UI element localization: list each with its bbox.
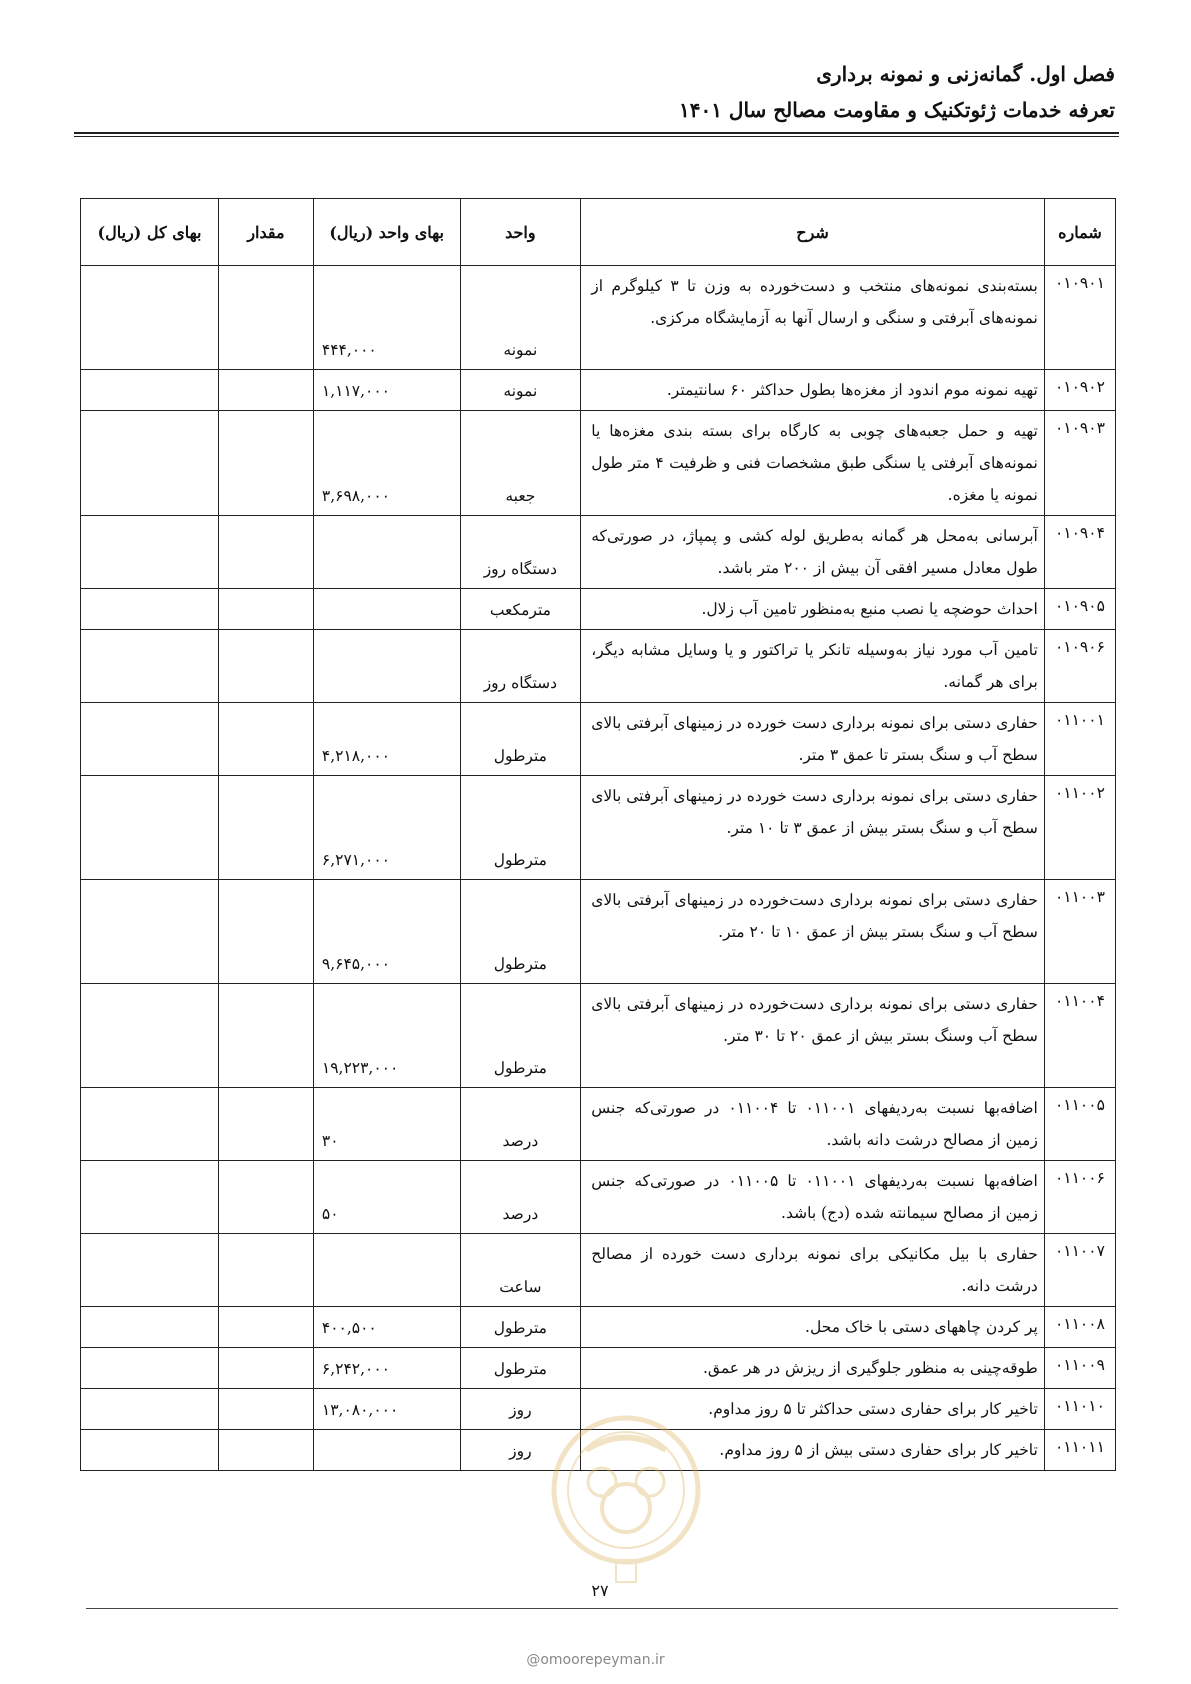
footer-rule <box>86 1608 1118 1609</box>
item-quantity <box>219 880 314 984</box>
item-total-price <box>81 703 219 776</box>
item-unit: روز <box>460 1389 581 1430</box>
page-number: ۲۷ <box>591 1581 609 1600</box>
item-unit: مترطول <box>460 880 581 984</box>
item-description: پر کردن چاههای دستی با خاک محل. <box>581 1307 1045 1348</box>
item-unit-price: ۳,۶۹۸,۰۰۰ <box>313 411 460 516</box>
table-row <box>81 1088 1116 1161</box>
item-quantity <box>219 589 314 630</box>
page-header <box>679 58 1115 126</box>
item-description: تهیه نمونه موم اندود از مغزه‌ها بطول حداکثر ۶۰ سانتیمتر. <box>581 370 1045 411</box>
item-description: تامین آب مورد نیاز به‌وسیله تانکر یا تراکتور و یا وسایل مشابه دیگر، برای هر گمانه. <box>581 630 1045 703</box>
table-row <box>81 589 1116 630</box>
item-unit-price: ۳۰ <box>313 1088 460 1161</box>
item-number: ۰۱۰۹۰۶ <box>1044 630 1115 703</box>
tariff-table <box>80 198 1116 1471</box>
item-quantity <box>219 1161 314 1234</box>
item-unit-price: ۶,۲۴۲,۰۰۰ <box>313 1348 460 1389</box>
chapter-title: فصل اول. گمانه‌زنی و نمونه برداری <box>816 62 1115 86</box>
item-quantity <box>219 703 314 776</box>
header-number: شماره <box>1044 199 1115 266</box>
table-row <box>81 1234 1116 1307</box>
item-total-price <box>81 630 219 703</box>
table-row <box>81 370 1116 411</box>
item-number: ۰۱۱۰۰۵ <box>1044 1088 1115 1161</box>
item-quantity <box>219 1389 314 1430</box>
item-description: اضافه‌بها نسبت به‌ردیفهای ۰۱۱۰۰۱ تا ۰۱۱۰۰۵ در صورتی‌که جنس زمین از مصالح سیمانته شده (دج) باشد. <box>581 1161 1045 1234</box>
header-description: شرح <box>581 199 1045 266</box>
item-unit: مترطول <box>460 1307 581 1348</box>
item-unit: ساعت <box>460 1234 581 1307</box>
item-unit-price <box>313 589 460 630</box>
item-description: تهیه و حمل جعبه‌های چوبی به کارگاه برای بسته بندی مغزه‌ها یا نمونه‌های آبرفتی یا سنگی طبق مشخصات فنی و ظرفیت ۴ متر طول نمونه یا مغزه. <box>581 411 1045 516</box>
item-total-price <box>81 1430 219 1471</box>
item-quantity <box>219 370 314 411</box>
item-unit: دستگاه روز <box>460 630 581 703</box>
table-row <box>81 1307 1116 1348</box>
item-total-price <box>81 516 219 589</box>
item-quantity <box>219 776 314 880</box>
header-total-price: بهای کل (ریال) <box>81 199 219 266</box>
table-row <box>81 776 1116 880</box>
item-total-price <box>81 880 219 984</box>
item-number: ۰۱۰۹۰۱ <box>1044 266 1115 370</box>
item-quantity <box>219 1430 314 1471</box>
item-unit-price: ۹,۶۴۵,۰۰۰ <box>313 880 460 984</box>
item-unit-price: ۶,۲۷۱,۰۰۰ <box>313 776 460 880</box>
header-unit-price: بهای واحد (ریال) <box>313 199 460 266</box>
item-description: حفاری با بیل مکانیکی برای نمونه برداری دست خورده از مصالح درشت دانه. <box>581 1234 1045 1307</box>
table-row <box>81 1430 1116 1471</box>
item-number: ۰۱۱۰۰۴ <box>1044 984 1115 1088</box>
item-unit-price: ۱,۱۱۷,۰۰۰ <box>313 370 460 411</box>
item-unit: مترمکعب <box>460 589 581 630</box>
table-row <box>81 703 1116 776</box>
item-description: تاخیر کار برای حفاری دستی حداکثر تا ۵ روز مداوم. <box>581 1389 1045 1430</box>
item-number: ۰۱۱۰۱۰ <box>1044 1389 1115 1430</box>
table-row <box>81 880 1116 984</box>
item-number: ۰۱۱۰۰۱ <box>1044 703 1115 776</box>
item-description: اضافه‌بها نسبت به‌ردیفهای ۰۱۱۰۰۱ تا ۰۱۱۰۰۴ در صورتی‌که جنس زمین از مصالح درشت دانه باشد. <box>581 1088 1045 1161</box>
item-description: حفاری دستی برای نمونه برداری دست‌خورده در زمینهای آبرفتی بالای سطح آب و سنگ بستر بیش از عمق ۱۰ تا ۲۰ متر. <box>581 880 1045 984</box>
item-description: احداث حوضچه یا نصب منبع به‌منظور تامین آب زلال. <box>581 589 1045 630</box>
item-description: حفاری دستی برای نمونه برداری دست خورده در زمینهای آبرفتی بالای سطح آب و سنگ بستر تا عمق ۳ متر. <box>581 703 1045 776</box>
item-total-price <box>81 1307 219 1348</box>
item-number: ۰۱۱۰۰۹ <box>1044 1348 1115 1389</box>
item-quantity <box>219 1348 314 1389</box>
item-total-price <box>81 1389 219 1430</box>
header-rule-thick <box>74 132 1119 134</box>
table-row <box>81 516 1116 589</box>
item-quantity <box>219 1234 314 1307</box>
item-number: ۰۱۱۰۱۱ <box>1044 1430 1115 1471</box>
item-quantity <box>219 411 314 516</box>
table-row <box>81 984 1116 1088</box>
item-total-price <box>81 776 219 880</box>
item-quantity <box>219 630 314 703</box>
item-unit: روز <box>460 1430 581 1471</box>
item-unit: مترطول <box>460 703 581 776</box>
item-description: حفاری دستی برای نمونه برداری دست خورده در زمینهای آبرفتی بالای سطح آب و سنگ بستر بیش از عمق ۳ تا ۱۰ متر. <box>581 776 1045 880</box>
item-number: ۰۱۱۰۰۳ <box>1044 880 1115 984</box>
item-total-price <box>81 1088 219 1161</box>
table-row <box>81 1161 1116 1234</box>
item-quantity <box>219 266 314 370</box>
item-unit-price <box>313 1430 460 1471</box>
item-total-price <box>81 589 219 630</box>
table-row <box>81 1348 1116 1389</box>
table-row <box>81 630 1116 703</box>
item-unit-price <box>313 516 460 589</box>
table-header-row <box>81 199 1116 266</box>
item-quantity <box>219 984 314 1088</box>
item-description: حفاری دستی برای نمونه برداری دست‌خورده در زمینهای آبرفتی بالای سطح آب وسنگ بستر بیش از عمق ۲۰ تا ۳۰ متر. <box>581 984 1045 1088</box>
table-row <box>81 411 1116 516</box>
item-total-price <box>81 370 219 411</box>
item-unit: مترطول <box>460 984 581 1088</box>
item-unit-price <box>313 1234 460 1307</box>
item-description: طوقه‌چینی به منظور جلوگیری از ریزش در هر عمق. <box>581 1348 1045 1389</box>
item-unit: جعبه <box>460 411 581 516</box>
header-quantity: مقدار <box>219 199 314 266</box>
item-description: بسته‌بندی نمونه‌های منتخب و دست‌خورده به وزن تا ۳ کیلوگرم از نمونه‌های آبرفتی و سنگی و ارسال آنها به آزمایشگاه مرکزی. <box>581 266 1045 370</box>
item-number: ۰۱۰۹۰۴ <box>1044 516 1115 589</box>
item-description: آبرسانی به‌محل هر گمانه به‌طریق لوله کشی و پمپاژ، در صورتی‌که طول معادل مسیر افقی آن بیش از ۲۰۰ متر باشد. <box>581 516 1045 589</box>
item-quantity <box>219 516 314 589</box>
item-number: ۰۱۰۹۰۲ <box>1044 370 1115 411</box>
item-unit: نمونه <box>460 266 581 370</box>
item-quantity <box>219 1088 314 1161</box>
item-number: ۰۱۱۰۰۲ <box>1044 776 1115 880</box>
item-unit-price: ۴,۲۱۸,۰۰۰ <box>313 703 460 776</box>
item-unit-price: ۱۳,۰۸۰,۰۰۰ <box>313 1389 460 1430</box>
item-unit: نمونه <box>460 370 581 411</box>
item-unit: مترطول <box>460 776 581 880</box>
table-row <box>81 266 1116 370</box>
document-title: تعرفه خدمات ژئوتکنیک و مقاومت مصالح سال ۱۴۰۱ <box>678 98 1115 122</box>
item-total-price <box>81 1234 219 1307</box>
item-unit-price: ۴۰۰,۵۰۰ <box>313 1307 460 1348</box>
item-unit: درصد <box>460 1088 581 1161</box>
item-unit-price: ۴۴۴,۰۰۰ <box>313 266 460 370</box>
header-rule-thin <box>74 136 1119 137</box>
item-unit: مترطول <box>460 1348 581 1389</box>
item-description: تاخیر کار برای حفاری دستی بیش از ۵ روز مداوم. <box>581 1430 1045 1471</box>
item-total-price <box>81 266 219 370</box>
item-number: ۰۱۱۰۰۶ <box>1044 1161 1115 1234</box>
item-unit-price: ۵۰ <box>313 1161 460 1234</box>
item-total-price <box>81 1348 219 1389</box>
website-watermark: @omoorepeyman.ir <box>526 1652 665 1668</box>
item-unit-price: ۱۹,۲۲۳,۰۰۰ <box>313 984 460 1088</box>
table-row <box>81 1389 1116 1430</box>
item-unit: دستگاه روز <box>460 516 581 589</box>
item-total-price <box>81 1161 219 1234</box>
header-unit: واحد <box>460 199 581 266</box>
item-total-price <box>81 984 219 1088</box>
item-number: ۰۱۱۰۰۸ <box>1044 1307 1115 1348</box>
item-unit-price <box>313 630 460 703</box>
item-total-price <box>81 411 219 516</box>
item-number: ۰۱۰۹۰۳ <box>1044 411 1115 516</box>
item-number: ۰۱۱۰۰۷ <box>1044 1234 1115 1307</box>
item-unit: درصد <box>460 1161 581 1234</box>
item-number: ۰۱۰۹۰۵ <box>1044 589 1115 630</box>
table-body <box>81 266 1116 1471</box>
item-quantity <box>219 1307 314 1348</box>
